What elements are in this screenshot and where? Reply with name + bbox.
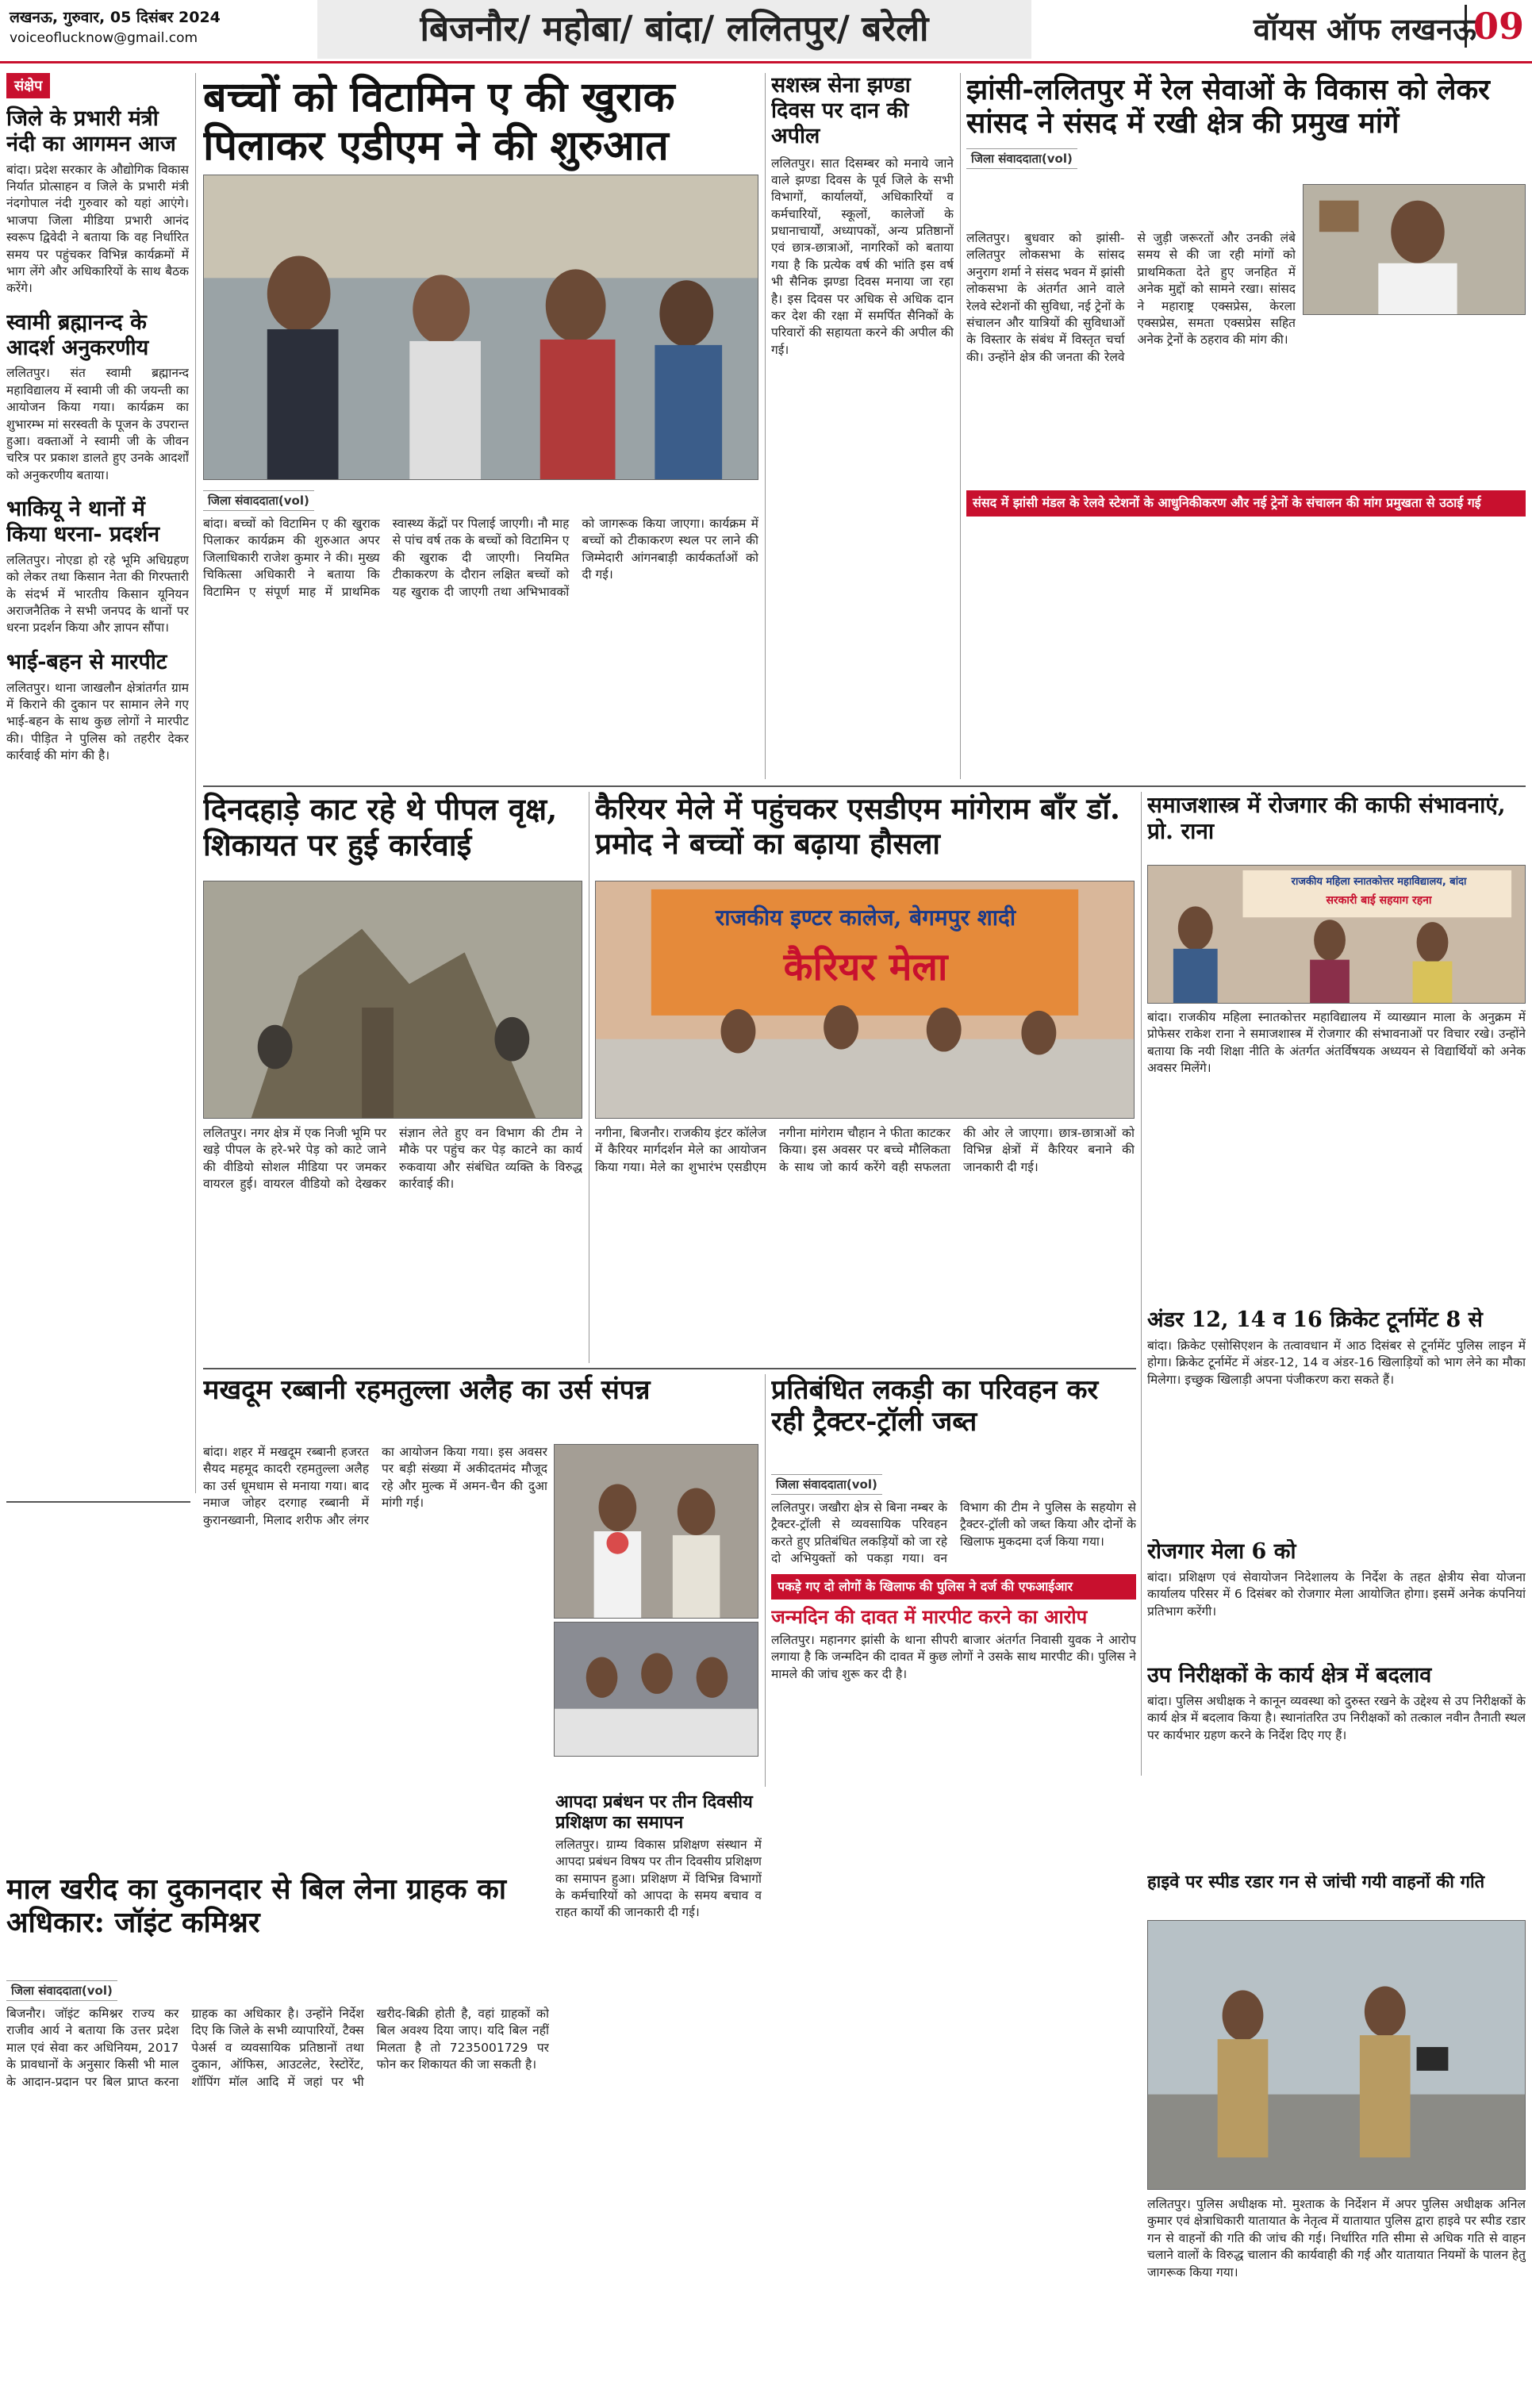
flag-day-story — [771, 73, 954, 779]
lead-text: बांदा। बच्चों को विटामिन ए की खुराक पिलाकर कार्यक्रम की शुरुआत अपर जिलाधिकारी राजेश कुमार ने की। मुख्य चिकित्सा अधिकारी ने बताया कि विटामिन ए संपूर्ण माह में प्राथमिक स्वास्थ्य केंद्रों पर पिलाई जाएगी। नौ माह से पांच वर्ष तक के बच्चों को विटामिन ए की खुराक दी जाएगी। नियमित टीकाकरण के दौरान लक्षित बच्चों को यह खुराक दी जाएगी तथा अभिभावकों को जागरूक किया जाएगा। कार्यक्रम में बच्चों को टीकाकरण स्थल पर लाने की जिम्मेदारी आंगनबाड़ी कार्यकर्ताओं को दी गई। — [203, 517, 758, 599]
police-text: बांदा। पुलिस अधीक्षक ने कानून व्यवस्था को दुरुस्त रखने के उद्देश्य से उप निरीक्षकों के कार्य क्षेत्र में बदलाव किया है। स्थानांतरित उप निरीक्षकों को तत्काल नवीन तैनाती स्थल पर कार्यभार ग्रहण करने के निर्देश दिए गए हैं। — [1147, 1693, 1526, 1742]
urs-photo-b — [554, 1622, 758, 1757]
sociology-text: बांदा। राजकीय महिला स्नातकोत्तर महाविद्यालय में व्याख्यान माला के अनुक्रम में प्रोफेसर राकेश राना ने समाजशास्त्र में रोजगार की संभावनाओं पर विचार रखे। उन्होंने बताया कि नयी शिक्षा नीति के अंतर्गत अंतर्विषयक अध्ययन से विद्यार्थियों को अनेक अवसर मिलेंगे। — [1147, 1010, 1526, 1076]
rail-callout: संसद में झांसी मंडल के रेलवे स्टेशनों के आधुनिकीकरण और नई ट्रेनों के संचालन की मांग प्रमुखता से उठाई गई — [966, 490, 1526, 517]
rail-headline: झांसी-ललितपुर में रेल सेवाओं के विकास को लेकर सांसद ने संसद में रखी क्षेत्र की प्रमुख मांगें — [966, 73, 1490, 140]
speed-body — [1147, 2196, 1526, 2402]
cricket-story — [1147, 1308, 1526, 1534]
peepal-photo — [203, 881, 582, 1119]
lead-body — [203, 486, 758, 784]
lead-byline: जिला संवाददाता(vol) — [203, 490, 314, 511]
wood-sub-text: ललितपुर। महानगर झांसी के थाना सीपरी बाजार अंतर्गत निवासी युवक ने आरोप लगाया है कि जन्मदिन की दावत में कुछ लोगों ने उसके साथ मारपीट की। पुलिस ने मामले की जांच शुरू कर दी है। — [771, 1633, 1136, 1681]
date-line: लखनऊ, गुरुवार, 05 दिसंबर 2024 — [10, 9, 221, 26]
career-headline: कैरियर मेले में पहुंचकर एसडीएम मांगेराम बाँर डॉ. प्रमोद ने बच्चों का बढ़ाया हौसला — [595, 792, 1120, 861]
disaster-story — [555, 1785, 762, 2404]
lead-headline: बच्चों को विटामिन ए की खुराक पिलाकर एडीएम ने की शुरुआत — [203, 73, 675, 171]
brief-body: ललितपुर। थाना जाखलौन क्षेत्रांतर्गत ग्राम में किराने की दुकान पर सामान लेने गए भाई-बहन के साथ कुछ लोगों ने मारपीट की। पीड़ित ने पुलिस को तहरीर देकर कार्रवाई की मांग की है। — [6, 680, 189, 763]
bill-story — [6, 1872, 549, 1968]
peepal-body — [203, 1125, 582, 1363]
bill-text: बिजनौर। जॉइंट कमिश्नर राज्य कर राजीव आर्य ने बताया कि उत्तर प्रदेश माल एवं सेवा कर अधिनियम, 2017 के प्रावधानों के अनुसार किसी भी माल के आदान-प्रदान पर बिल प्राप्त करना ग्राहक का अधिकार है। उन्होंने निर्देश दिए कि जिले के सभी व्यापारियों, टैक्स पेअर्स व व्यवसायिक प्रतिष्ठानों तथा दुकान, ऑफिस, आउटलेट, रेस्टोरेंट, शॉपिंग मॉल आदि में जहां पर भी खरीद-बिक्री होती है, वहां ग्राहकों को बिल अवश्य दिया जाए। यदि बिल नहीं मिलता है तो 7235001729 पर फोन कर शिकायत की जा सकती है। — [6, 2007, 549, 2089]
urs-headline: मखदूम रब्बानी रहमतुल्ला अलैह का उर्स संपन्न — [203, 1374, 651, 1406]
rail-text: ललितपुर। बुधवार को झांसी-ललितपुर लोकसभा के सांसद अनुराग शर्मा ने संसद भवन में झांसी लोकसभा के अंतर्गत आने वाले रेलवे स्टेशनों की सुविधा, नई ट्रेनों के संचालन और यात्रियों की सुविधाओं के विस्तार के संबंध में विस्तृत चर्चा की। उन्होंने क्षेत्र की जनता की रेलवे से जुड़ी जरूरतों और उनकी लंबे समय से की जा रही मांगों को प्राथमिकता देते हुए जनहित में अनेक मुद्दों को सामने रखा। सांसद ने महाराष्ट्र एक्सप्रेस, केरला एक्सप्रेस, समता एक्सप्रेस सहित अनेक ट्रेनों के ठहराव की मांग की। — [966, 231, 1296, 364]
rail-byline: जिला संवाददाता(vol) — [966, 148, 1077, 169]
wood-headline: प्रतिबंधित लकड़ी का परिवहन कर रही ट्रैक्टर-ट्रॉली जब्त — [771, 1374, 1099, 1438]
speed-photo — [1147, 1920, 1526, 2190]
disaster-text: ललितपुर। ग्राम्य विकास प्रशिक्षण संस्थान में आपदा प्रबंधन विषय पर तीन दिवसीय प्रशिक्षण का समापन हुआ। प्रशिक्षण में विभिन्न विभागों के कर्मचारियों को आपदा के समय बचाव व राहत कार्यों की जानकारी दी गई। — [555, 1837, 762, 1920]
brand-name: वॉयस ऑफ लखनऊ — [1253, 11, 1476, 47]
jobs-text: बांदा। प्रशिक्षण एवं सेवायोजन निदेशालय के निर्देश के तहत क्षेत्रीय सेवा योजना कार्यालय परिसर में 6 दिसंबर को रोजगार मेला आयोजित होगा। इसमें अनेक कंपनियां प्रतिभाग करेंगी। — [1147, 1569, 1526, 1619]
brief-headline: जिले के प्रभारी मंत्री नंदी का आगमन आज — [6, 106, 176, 156]
lead-photo — [203, 175, 758, 480]
page-number: 09 — [1465, 5, 1524, 48]
brief-headline: भाकियू ने थानों में किया धरना- प्रदर्शन — [6, 497, 160, 547]
career-photo — [595, 881, 1135, 1119]
police-story — [1147, 1663, 1526, 1806]
masthead — [0, 0, 1532, 63]
brief-kicker: संक्षेप — [6, 73, 50, 98]
career-banner-title: राजकीय इण्टर कालेज, बेगमपुर शादी — [715, 904, 1016, 931]
rail-body-lower — [966, 490, 1526, 779]
peepal-text: ललितपुर। नगर क्षेत्र में एक निजी भूमि पर खड़े पीपल के हरे-भरे पेड़ को काटे जाने की वीडियो सोशल मीडिया पर जमकर वायरल हुई। वायरल वीडियो को देखकर संज्ञान लेते हुए वन विभाग की टीम ने मौके पर पहुंच कर पेड़ काटने का कार्य रुकवाया और संबंधित व्यक्ति के विरुद्ध कार्रवाई की। — [203, 1126, 582, 1192]
brief-body: बांदा। प्रदेश सरकार के औद्योगिक विकास निर्यात प्रोत्साहन व जिले के प्रभारी मंत्री नंदगोपाल नंदी गुरुवार को यहां आएंगे। भाजपा जिला मीडिया प्रभारी आनंद स्वरूप द्विवेदी ने बताया कि वह निर्धारित समय पर पहुंचकर विभिन्न कार्यक्रमों में भाग लेंगे और अधिकारियों के साथ बैठक करेंगे। — [6, 162, 189, 296]
peepal-headline: दिनदहाड़े काट रहे थे पीपल वृक्ष, शिकायत पर हुई कार्रवाई — [203, 792, 558, 862]
flag-day-headline: सशस्त्र सेना झण्डा दिवस पर दान की अपील — [771, 73, 911, 148]
career-banner-sub: कैरियर मेला — [783, 945, 948, 989]
speed-headline: हाइवे पर स्पीड रडार गन से जांची गयी वाहनों की गति — [1147, 1872, 1485, 1892]
sociology-story — [1147, 792, 1526, 863]
urs-body — [203, 1444, 547, 1777]
bill-body — [6, 1976, 549, 2404]
cricket-text: बांदा। क्रिकेट एसोसिएशन के तत्वावधान में आठ दिसंबर से टूर्नामेंट पुलिस लाइन में होगा। क्रिकेट टूर्नामेंट में अंडर-12, 14 व अंडर-16 खिलाड़ियों को भाग लेने का मौका मिलेगा। इच्छुक खिलाड़ी अपना पंजीकरण करा सकते हैं। — [1147, 1338, 1526, 1387]
urs-photo-a — [554, 1444, 758, 1619]
rail-photo — [1303, 184, 1526, 315]
sociology-body — [1147, 1009, 1526, 1303]
cricket-headline: अंडर 12, 14 व 16 क्रिकेट टूर्नामेंट 8 से — [1147, 1308, 1483, 1332]
rail-body-upper — [966, 230, 1296, 484]
brief-headline: स्वामी ब्रह्मानन्द के आदर्श अनुकरणीय — [6, 309, 149, 360]
wood-story — [771, 1374, 1136, 1461]
sociology-banner-sub: सरकारी बाई सहयाग रहना — [1326, 894, 1432, 907]
sociology-headline: समाजशास्त्र में रोजगार की काफी संभावनाएं, प्रो. राना — [1147, 792, 1506, 845]
bill-byline: जिला संवाददाता(vol) — [6, 1980, 117, 2001]
urs-story — [203, 1374, 758, 1438]
sociology-photo — [1147, 865, 1526, 1004]
jobs-headline: रोजगार मेला 6 को — [1147, 1539, 1296, 1564]
email[interactable]: voiceoflucknow@gmail.com — [10, 30, 198, 46]
brief-body: ललितपुर। नोएडा हो रहे भूमि अधिग्रहण को लेकर तथा किसान नेता की गिरफ्तारी के संदर्भ में भारतीय किसान यूनियन अराजनैतिक ने सभी जनपद के थानों पर धरना प्रदर्शन किया और ज्ञापन सौंपा। — [6, 552, 189, 636]
wood-callout: पकड़े गए दो लोगों के खिलाफ की पुलिस ने दर्ज की एफआईआर — [771, 1574, 1136, 1600]
career-text: नगीना, बिजनौर। राजकीय इंटर कॉलेज में कैरियर मार्गदर्शन मेले का आयोजन किया गया। मेले का शुभारंभ एसडीएम नगीना मांगेराम चौहान ने फीता काटकर किया। इस अवसर पर बच्चे मौलिकता के साथ जो कार्य करेंगे वही सफलता की ओर ले जाएगा। छात्र-छात्राओं को विभिन्न क्षेत्रों में कैरियर बनाने की जानकारी दी गई। — [595, 1126, 1135, 1174]
cities-banner: बिजनौर/ महोबा/ बांदा/ ललितपुर/ बरेली — [317, 0, 1031, 59]
wood-sub-headline: जन्मदिन की दावत में मारपीट करने का आरोप — [771, 1605, 1088, 1629]
sociology-banner: राजकीय महिला स्नातकोत्तर महाविद्यालय, बांदा — [1291, 876, 1467, 888]
career-body — [595, 1125, 1135, 1363]
police-headline: उप निरीक्षकों के कार्य क्षेत्र में बदलाव — [1147, 1663, 1432, 1688]
speed-story — [1147, 1872, 1526, 1920]
jobs-story — [1147, 1539, 1526, 1658]
flag-day-body: ललितपुर। सात दिसम्बर को मनाये जाने वाले झण्डा दिवस के पूर्व जिले के सभी विभागों, कार्यालयों, अधिकारियों व कर्मचारियों, स्कूलों, कालेजों के प्रधानाचार्यों, अध्यापकों, अन्य प्रतिष्ठानों एवं छात्र-छात्राओं, नागरिकों को बताया गया है कि प्रत्येक वर्ष की भांति इस वर्ष भी सैनिक झण्डा दिवस मनाया जा रहा है। इस दिवस पर अधिक से अधिक दान कर देश की रक्षा में समर्पित सैनिकों के परिवारों की सहायता करने की अपील की गई। — [771, 156, 954, 357]
speed-text: ललितपुर। पुलिस अधीक्षक मो. मुश्ताक के निर्देशन में अपर पुलिस अधीक्षक अनिल कुमार एवं क्षेत्राधिकारी यातायात के नेतृत्व में यातायात पुलिस द्वारा हाइवे पर स्पीड रडार गन से वाहनों की गति की जांच की गई। निर्धारित गति सीमा से अधिक गति से वाहन चलाने वालों के विरुद्ध चालान की कार्यवाही की गई और यातायात नियमों के पालन हेतु जागरूक किया गया। — [1147, 2197, 1526, 2279]
wood-byline: जिला संवाददाता(vol) — [771, 1474, 882, 1495]
bill-headline: माल खरीद का दुकानदार से बिल लेना ग्राहक का अधिकार: जॉइंट कमिश्नर — [6, 1872, 507, 1940]
brief-headline: भाई-बहन से मारपीट — [6, 649, 167, 674]
urs-text: बांदा। शहर में मखदूम रब्बानी हजरत सैयद महमूद कादरी रहमतुल्ला अलैह का उर्स धूमधाम से मनाया गया। बाद नमाज जोहर दरगाह रब्बानी में कुरानख्वानी, मिलाद शरीफ और लंगर का आयोजन किया गया। इस अवसर पर बड़ी संख्या में अकीदतमंद मौजूद रहे और मुल्क में अमन-चैन की दुआ मांगी गई। — [203, 1445, 547, 1527]
brief-column — [6, 73, 189, 1493]
disaster-headline: आपदा प्रबंधन पर तीन दिवसीय प्रशिक्षण का समापन — [555, 1792, 753, 1834]
brief-body: ललितपुर। संत स्वामी ब्रह्मानन्द महाविद्यालय में स्वामी जी की जयन्ती का आयोजन किया गया। कार्यक्रम का शुभारम्भ मां सरस्वती के पूजन के उपरान्त हुआ। वक्ताओं ने स्वामी जी के जीवन चरित्र पर प्रकाश डालते हुए उनके आदर्शों को अनुकरणीय बताया। — [6, 366, 189, 482]
wood-text: ललितपुर। जखौरा क्षेत्र से बिना नम्बर के ट्रैक्टर-ट्रॉली से व्यवसायिक परिवहन करते हुए प्रतिबंधित लकड़ियों को जा रहे दो अभियुक्तों को पकड़ा गया। वन विभाग की टीम ने पुलिस के सहयोग से ट्रैक्टर-ट्रॉली को जब्त किया और दोनों के खिलाफ मुकदमा दर्ज किया गया। — [771, 1500, 1136, 1566]
wood-body — [771, 1469, 1136, 1985]
